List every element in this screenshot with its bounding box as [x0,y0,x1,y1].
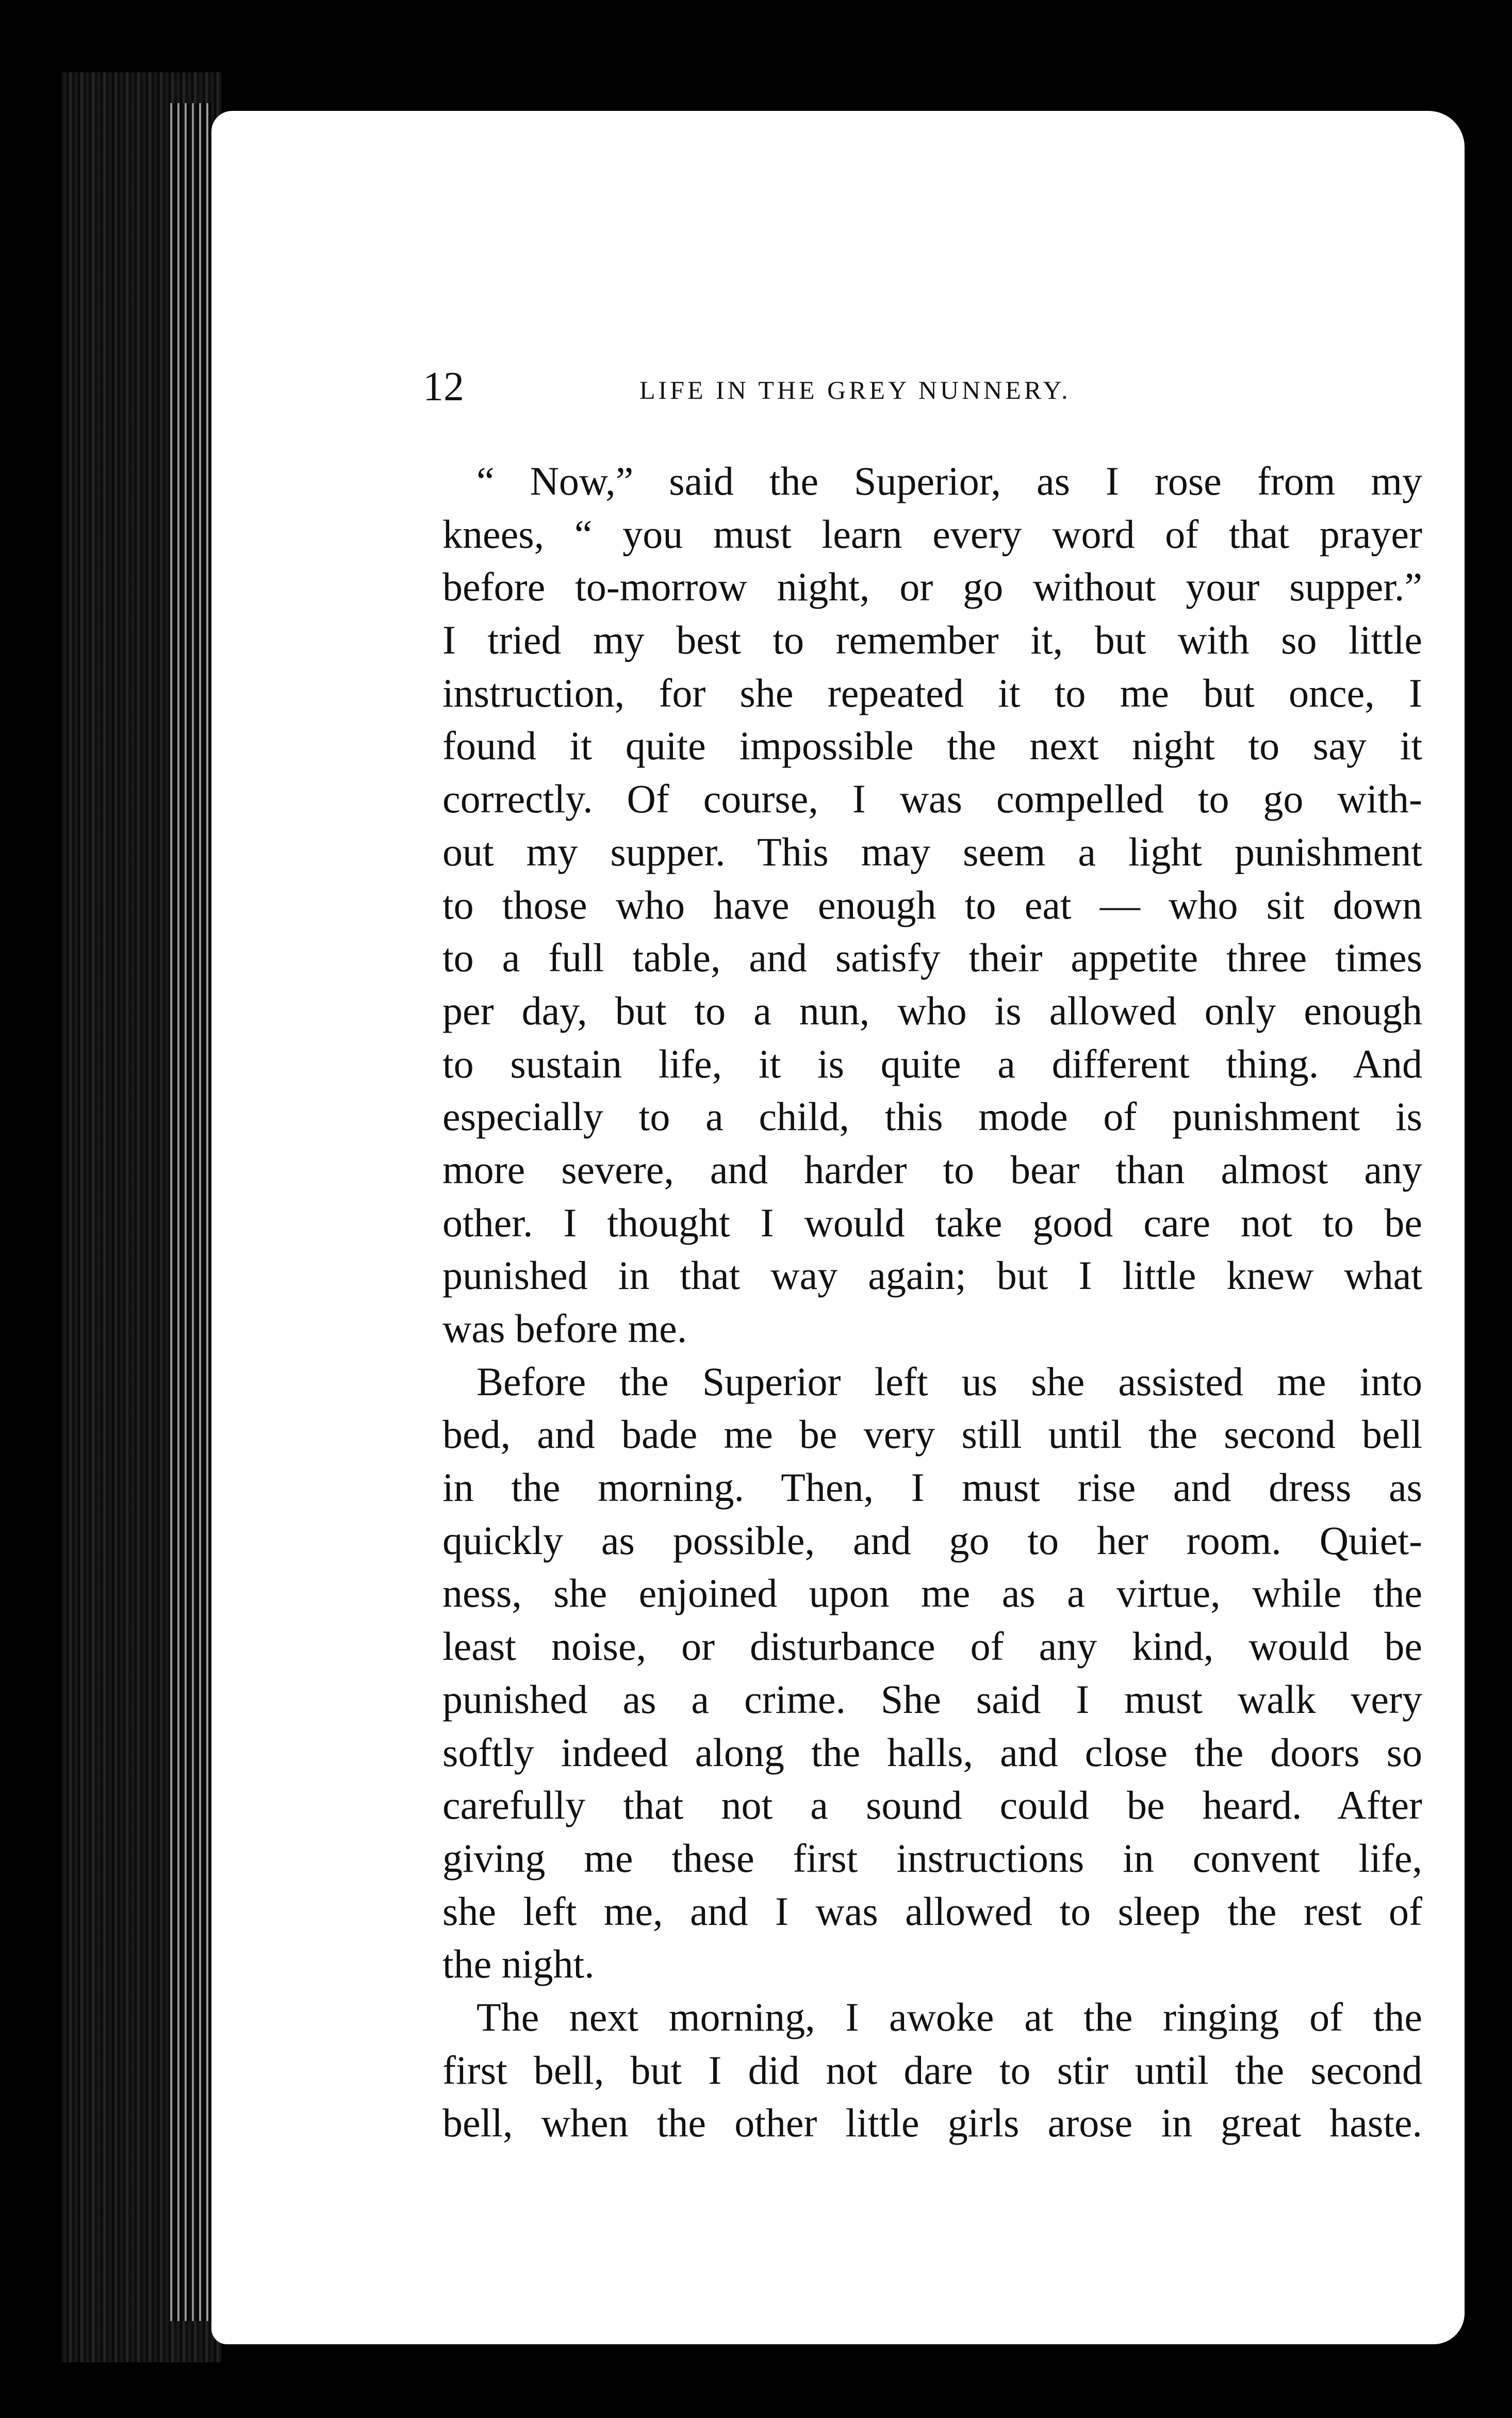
text-line: to sustain life, it is quite a different thing. And [442,1041,1422,1086]
text-line: bell, when the other little girls arose in great haste. [442,2100,1422,2146]
body-text [442,455,1422,2150]
text-line: softly indeed along the halls, and close the doors so [442,1729,1422,1775]
page-header [423,361,1227,423]
text-line: punished as a crime. She said I must walk very [442,1676,1422,1722]
text-line: The next morning, I awoke at the ringing of the [476,1994,1422,2039]
running-head: LIFE IN THE GREY NUNNERY. [639,375,1071,404]
text-line: to those who have enough to eat — who sit down [442,882,1422,927]
text-line: carefully that not a sound could be heard. After [442,1783,1422,1828]
text-line: other. I thought I would take good care not to be [442,1200,1422,1245]
text-line: knees, “ you must learn every word of that prayer [442,511,1422,557]
page-edges [170,103,211,2321]
text-line: she left me, and I was allowed to sleep the rest of [442,1888,1422,1934]
text-line: punished in that way again; but I little knew what [442,1253,1422,1298]
text-line: the night. [442,1941,595,1987]
text-line: was before me. [442,1306,687,1351]
text-line: to a full table, and satisfy their appetite three times [442,935,1422,981]
text-line: per day, but to a nun, who is allowed only enough [442,988,1422,1033]
text-line: giving me these first instructions in convent life, [442,1835,1422,1881]
text-line: out my supper. This may seem a light punishment [442,829,1422,874]
text-line: ness, she enjoined upon me as a virtue, while the [442,1571,1422,1616]
text-line: found it quite impossible the next night to say it [442,723,1422,769]
text-line: Before the Superior left us she assisted me into [476,1359,1422,1404]
page-number: 12 [423,364,464,410]
text-line: quickly as possible, and go to her room. Quiet- [442,1517,1422,1563]
text-line: I tried my best to remember it, but with so little [442,617,1422,663]
text-line: least noise, or disturbance of any kind, would be [442,1624,1422,1669]
text-line: more severe, and harder to bear than almost any [442,1147,1422,1192]
text-line: bed, and bade me be very still until the second bell [442,1412,1422,1457]
text-line: especially to a child, this mode of punishment is [442,1094,1422,1139]
text-line: “ Now,” said the Superior, as I rose from my [476,459,1422,503]
text-line: in the morning. Then, I must rise and dress as [442,1465,1422,1510]
text-line: instruction, for she repeated it to me but once, I [442,670,1422,715]
text-line: correctly. Of course, I was compelled to go with- [442,776,1422,822]
text-line: before to-morrow night, or go without your supper.” [442,564,1422,610]
text-line: first bell, but I did not dare to stir until the second [442,2047,1422,2093]
